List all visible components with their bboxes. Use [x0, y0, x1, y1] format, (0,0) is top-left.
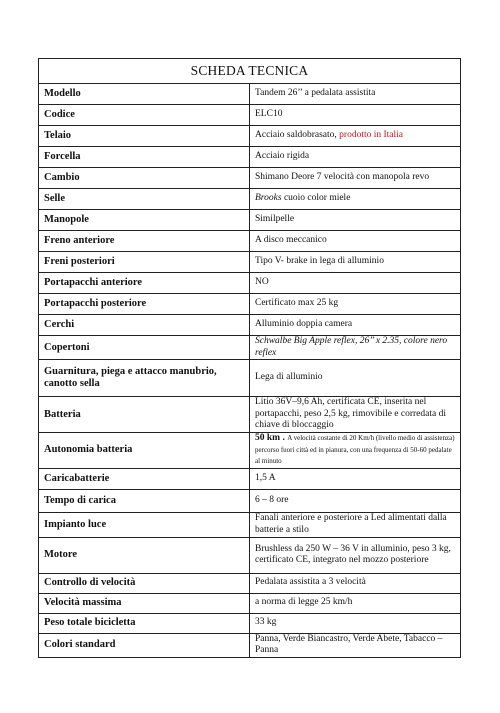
spec-value: 1,5 A: [250, 468, 461, 489]
spec-value: [250, 336, 461, 360]
spec-value: Lega di alluminio: [250, 360, 461, 397]
spec-label: Autonomia batteria: [39, 433, 250, 469]
spec-value-text: Acciaio saldobrasato,: [255, 130, 337, 141]
spec-label: Impianto luce: [39, 512, 250, 537]
spec-label: Telaio: [39, 126, 250, 147]
spec-row-guarnitura: [39, 360, 461, 397]
spec-label: Codice: [39, 105, 250, 126]
spec-value: 6 – 8 ore: [250, 489, 461, 512]
spec-value: a norma di legge 25 km/h: [250, 593, 461, 613]
spec-value: Pedalata assistita a 3 velocità: [250, 573, 461, 593]
spec-value: Alluminio doppia camera: [250, 315, 461, 336]
spec-value: [250, 189, 461, 210]
spec-label: Caricabatterie: [39, 468, 250, 489]
spec-value: Brushless da 250 W – 36 V in alluminio, peso 3 kg, certificato CE, integrato nel mozzo posteriore: [250, 537, 461, 573]
spec-value: Litio 36V–9,6 Ah, certificata CE, inserita nel portapacchi, peso 2,5 kg, rimovibile e corredata di chiave di bloccaggio: [250, 397, 461, 433]
spec-label: Peso totale bicicletta: [39, 613, 250, 633]
spec-row-cambio: [39, 168, 461, 189]
brand-name: Brooks: [255, 193, 282, 204]
spec-row-cerchi: [39, 315, 461, 336]
spec-value: Panna, Verde Biancastro, Verde Abete, Tabacco – Panna: [250, 633, 461, 657]
spec-label: Velocità massima: [39, 593, 250, 613]
spec-row-telaio: [39, 126, 461, 147]
spec-row-velocita-massima: [39, 593, 461, 613]
spec-row-controllo-velocita: [39, 573, 461, 593]
spec-value: Tipo V- brake in lega di alluminio: [250, 252, 461, 273]
spec-row-portapacchi-posteriore: [39, 294, 461, 315]
spec-label: Forcella: [39, 147, 250, 168]
spec-row-codice: [39, 105, 461, 126]
spec-row-forcella: [39, 147, 461, 168]
spec-label: Cambio: [39, 168, 250, 189]
title-row: [39, 59, 461, 84]
spec-label: Freno anteriore: [39, 231, 250, 252]
spec-value: ELC10: [250, 105, 461, 126]
spec-value: Similpelle: [250, 210, 461, 231]
spec-row-manopole: [39, 210, 461, 231]
spec-row-impianto-luce: [39, 512, 461, 537]
spec-table: [38, 58, 461, 658]
spec-label: Selle: [39, 189, 250, 210]
spec-row-selle: [39, 189, 461, 210]
spec-value: A disco meccanico: [250, 231, 461, 252]
spec-label: Manopole: [39, 210, 250, 231]
spec-value: Tandem 26’’ a pedalata assistita: [250, 84, 461, 105]
spec-label: Modello: [39, 84, 250, 105]
spec-row-copertoni: [39, 336, 461, 360]
range-value: 50 km .: [255, 433, 285, 443]
spec-label: Batteria: [39, 397, 250, 433]
spec-value: [250, 433, 461, 469]
spec-row-tempo-di-carica: [39, 489, 461, 512]
spec-row-autonomia: [39, 433, 461, 469]
spec-value: Certificato max 25 kg: [250, 294, 461, 315]
made-in-italy-highlight: prodotto in Italia: [339, 130, 404, 141]
spec-label: Colori standard: [39, 633, 250, 657]
spec-row-motore: [39, 537, 461, 573]
spec-label: Cerchi: [39, 315, 250, 336]
spec-sheet: [38, 58, 461, 658]
spec-row-batteria: [39, 397, 461, 433]
spec-value: Shimano Deore 7 velocità con manopola revo: [250, 168, 461, 189]
range-note: A velocità costante di 20 Km/h (livello medio di assistenza) percorso fuori città ed in pianura, con una frequenza di 50-60 pedalate al minuto: [255, 434, 455, 465]
spec-row-modello: [39, 84, 461, 105]
spec-label: Guarnitura, piega e attacco manubrio, canotto sella: [39, 360, 250, 397]
spec-value: [250, 126, 461, 147]
spec-row-peso-totale: [39, 613, 461, 633]
spec-value: 33 kg: [250, 613, 461, 633]
spec-value-text: Schwalbe Big Apple reflex, 26’’ x 2.35, colore nero reflex: [255, 336, 448, 358]
sheet-title: SCHEDA TECNICA: [39, 59, 461, 84]
spec-row-portapacchi-anteriore: [39, 273, 461, 294]
spec-label: Motore: [39, 537, 250, 573]
spec-value: Fanali anteriore e posteriore a Led alimentati dalla batterie a stilo: [250, 512, 461, 537]
spec-label: Portapacchi posteriore: [39, 294, 250, 315]
spec-value-text: cuoio color miele: [283, 193, 351, 204]
spec-label: Copertoni: [39, 336, 250, 360]
spec-row-caricabatterie: [39, 468, 461, 489]
spec-row-freno-anteriore: [39, 231, 461, 252]
spec-value: Acciaio rigida: [250, 147, 461, 168]
spec-label: Tempo di carica: [39, 489, 250, 512]
spec-row-colori-standard: [39, 633, 461, 657]
spec-row-freni-posteriori: [39, 252, 461, 273]
spec-label: Controllo di velocità: [39, 573, 250, 593]
spec-label: Portapacchi anteriore: [39, 273, 250, 294]
spec-value: NO: [250, 273, 461, 294]
spec-label: Freni posteriori: [39, 252, 250, 273]
